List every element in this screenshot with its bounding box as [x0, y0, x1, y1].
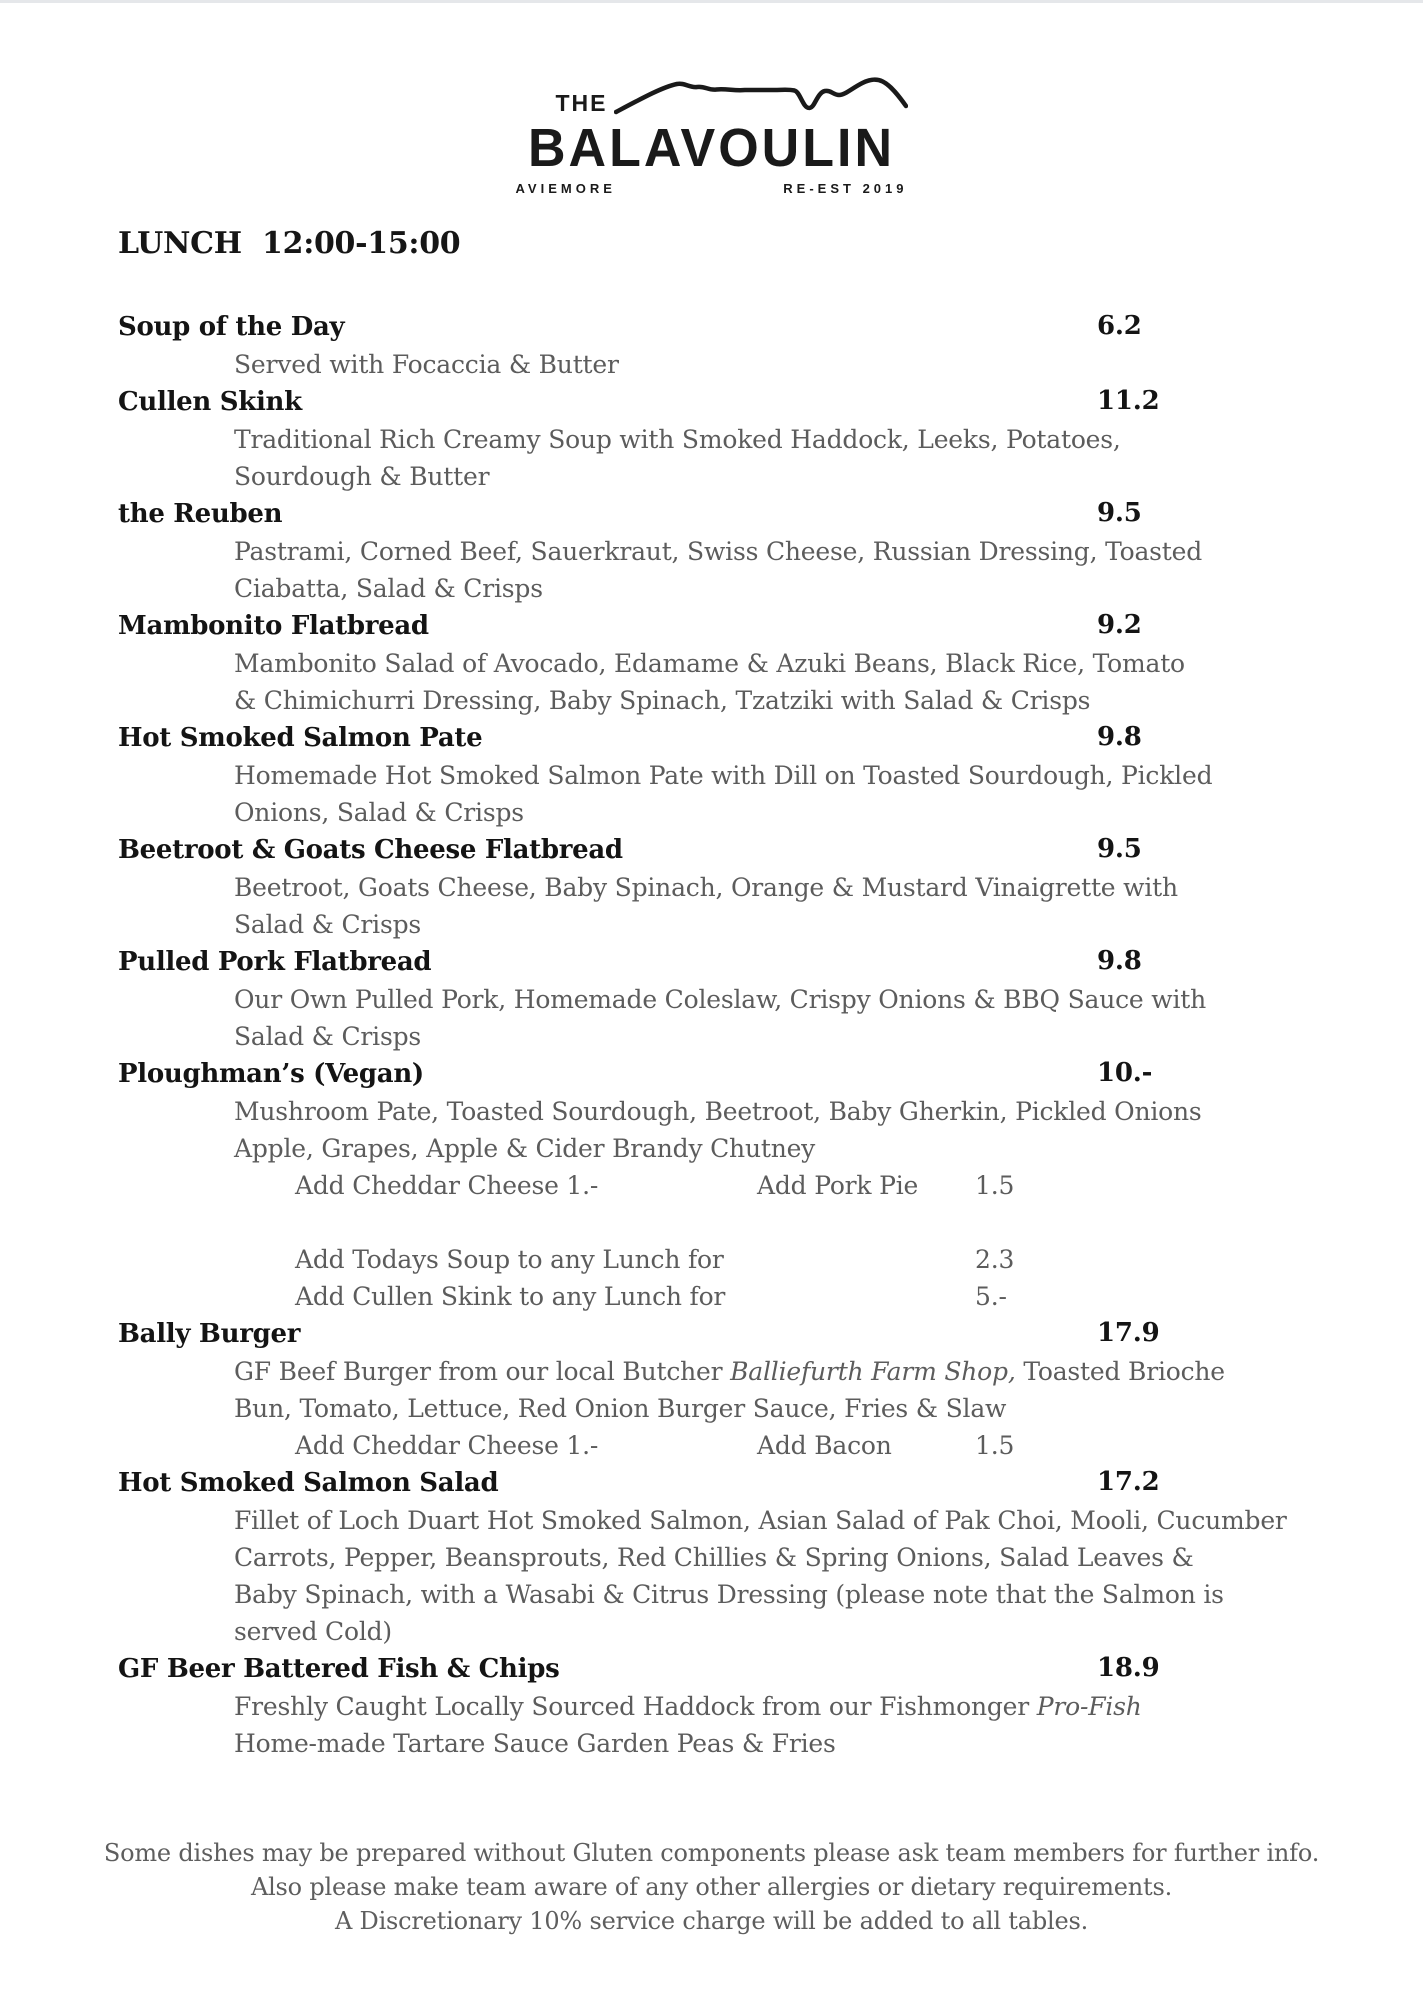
item-description: Sourdough & Butter: [234, 462, 490, 491]
footer-line-gluten: Some dishes may be prepared without Gluten components please ask team members for further info.: [103, 1839, 1320, 1867]
item-description: Beetroot, Goats Cheese, Baby Spinach, Orange & Mustard Vinaigrette with: [234, 873, 1178, 902]
mountain-ridge-icon: [614, 74, 908, 118]
item-description: Mambonito Salad of Avocado, Edamame & Azuki Beans, Black Rice, Tomato: [234, 649, 1185, 678]
logo-the-text: THE: [555, 90, 608, 116]
item-description: Onions, Salad & Crisps: [234, 798, 524, 827]
item-name: Ploughman’s (Vegan): [118, 1059, 424, 1089]
addon-line: [295, 1427, 1348, 1464]
item-price: 9.5: [1097, 834, 1142, 864]
addon-label-secondary: Add Bacon: [757, 1431, 892, 1460]
item-price: 9.8: [1097, 946, 1142, 976]
menu-item: [118, 831, 1348, 943]
addon-label-secondary: Add Pork Pie: [757, 1171, 919, 1200]
item-name-row: [118, 308, 1348, 346]
item-description: served Cold): [234, 1617, 392, 1646]
menu-item: [118, 1650, 1348, 1762]
item-name: Beetroot & Goats Cheese Flatbread: [118, 835, 623, 865]
item-description: Mushroom Pate, Toasted Sourdough, Beetroot, Baby Gherkin, Pickled Onions: [234, 1097, 1202, 1126]
restaurant-logo: [516, 72, 908, 196]
addon-label: Add Cheddar Cheese 1.-: [295, 1171, 599, 1200]
addon-line: [295, 1278, 1348, 1315]
item-name: Pulled Pork Flatbread: [118, 947, 432, 977]
logo-est-text: RE-EST 2019: [783, 181, 908, 196]
addon-price: 5.-: [975, 1282, 1007, 1311]
menu-item: [118, 1315, 1348, 1427]
item-name: Mambonito Flatbread: [118, 611, 429, 641]
description-segment: Toasted Brioche: [1015, 1357, 1225, 1386]
footer-line-service-charge: A Discretionary 10% service charge will be added to all tables.: [334, 1907, 1089, 1935]
item-description: Homemade Hot Smoked Salmon Pate with Dill on Toasted Sourdough, Pickled: [234, 761, 1213, 790]
item-price: 17.9: [1097, 1318, 1160, 1348]
item-description: Home-made Tartare Sauce Garden Peas & Fries: [234, 1729, 836, 1758]
item-name-row: [118, 607, 1348, 645]
menu-item: [118, 383, 1348, 495]
logo-top-row: [556, 72, 908, 118]
item-name: Hot Smoked Salmon Pate: [118, 723, 483, 753]
item-description: Carrots, Pepper, Beansprouts, Red Chillies & Spring Onions, Salad Leaves &: [234, 1543, 1194, 1572]
item-description: Our Own Pulled Pork, Homemade Coleslaw, Crispy Onions & BBQ Sauce with: [234, 985, 1206, 1014]
item-name-row: [118, 1650, 1348, 1688]
item-description: Salad & Crisps: [234, 910, 422, 939]
item-name-row: [118, 1464, 1348, 1502]
item-description: Pastrami, Corned Beef, Sauerkraut, Swiss Cheese, Russian Dressing, Toasted: [234, 537, 1203, 566]
item-price: 9.2: [1097, 610, 1142, 640]
description-segment: Balliefurth Farm Shop,: [730, 1357, 1016, 1386]
description-segment: GF Beef Burger from our local Butcher: [234, 1357, 731, 1386]
item-description: Apple, Grapes, Apple & Cider Brandy Chutney: [234, 1134, 816, 1163]
menu-item: [118, 308, 1348, 383]
addon-price: 2.3: [975, 1245, 1015, 1274]
item-description: Baby Spinach, with a Wasabi & Citrus Dressing (please note that the Salmon is: [234, 1580, 1224, 1609]
footer-line-allergies: Also please make team aware of any other allergies or dietary requirements.: [250, 1873, 1173, 1901]
addon-line: [295, 1241, 1348, 1278]
item-name-row: [118, 943, 1348, 981]
item-name: Soup of the Day: [118, 312, 345, 342]
logo-tagline-row: [516, 181, 908, 196]
item-description: Bun, Tomato, Lettuce, Red Onion Burger Sauce, Fries & Slaw: [234, 1394, 1007, 1423]
menu-spacer: [118, 1204, 1348, 1241]
scan-edge-strip: [0, 0, 1423, 3]
item-name-row: [118, 383, 1348, 421]
footer-notes: [0, 1836, 1423, 1938]
menu-item: [118, 1464, 1348, 1650]
item-name-row: [118, 495, 1348, 533]
item-description: [234, 1688, 1348, 1725]
item-name: GF Beer Battered Fish & Chips: [118, 1654, 560, 1684]
item-price: 18.9: [1097, 1653, 1160, 1683]
addon-label: Add Cheddar Cheese 1.-: [295, 1431, 599, 1460]
menu-item: [118, 943, 1348, 1055]
menu-item: [118, 495, 1348, 607]
item-price: 9.5: [1097, 498, 1142, 528]
addon-label: Add Cullen Skink to any Lunch for: [295, 1282, 726, 1311]
menu-item: [118, 1055, 1348, 1167]
menu-item: [118, 719, 1348, 831]
addon-line: [295, 1167, 1348, 1204]
item-price: 6.2: [1097, 311, 1142, 341]
item-description: Served with Focaccia & Butter: [234, 350, 619, 379]
addon-price: 1.5: [975, 1171, 1015, 1200]
logo-location-text: AVIEMORE: [515, 181, 616, 196]
logo-wordmark: BALAVOULIN: [527, 118, 895, 179]
item-name-row: [118, 1055, 1348, 1093]
item-price: 10.-: [1097, 1058, 1153, 1088]
item-description: Fillet of Loch Duart Hot Smoked Salmon, Asian Salad of Pak Choi, Mooli, Cucumber: [234, 1506, 1287, 1535]
addon-price: 1.5: [975, 1431, 1015, 1460]
item-name: Hot Smoked Salmon Salad: [118, 1468, 499, 1498]
item-price: 9.8: [1097, 722, 1142, 752]
description-segment: Pro-Fish: [1036, 1692, 1142, 1721]
description-segment: Freshly Caught Locally Sourced Haddock from our Fishmonger: [234, 1692, 1037, 1721]
item-description: Ciabatta, Salad & Crisps: [234, 574, 543, 603]
addon-label: Add Todays Soup to any Lunch for: [295, 1245, 724, 1274]
section-heading: LUNCH 12:00-15:00: [118, 226, 461, 261]
item-description: [234, 1353, 1348, 1390]
item-name: the Reuben: [118, 499, 283, 529]
item-name: Cullen Skink: [118, 387, 302, 417]
item-description: & Chimichurri Dressing, Baby Spinach, Tzatziki with Salad & Crisps: [234, 686, 1091, 715]
item-name: Bally Burger: [118, 1319, 301, 1349]
item-price: 17.2: [1097, 1467, 1160, 1497]
item-name-row: [118, 831, 1348, 869]
item-name-row: [118, 1315, 1348, 1353]
item-price: 11.2: [1097, 386, 1160, 416]
menu-rows: [118, 308, 1348, 1762]
menu-item: [118, 607, 1348, 719]
item-description: Salad & Crisps: [234, 1022, 422, 1051]
item-description: Traditional Rich Creamy Soup with Smoked Haddock, Leeks, Potatoes,: [234, 425, 1121, 454]
item-name-row: [118, 719, 1348, 757]
